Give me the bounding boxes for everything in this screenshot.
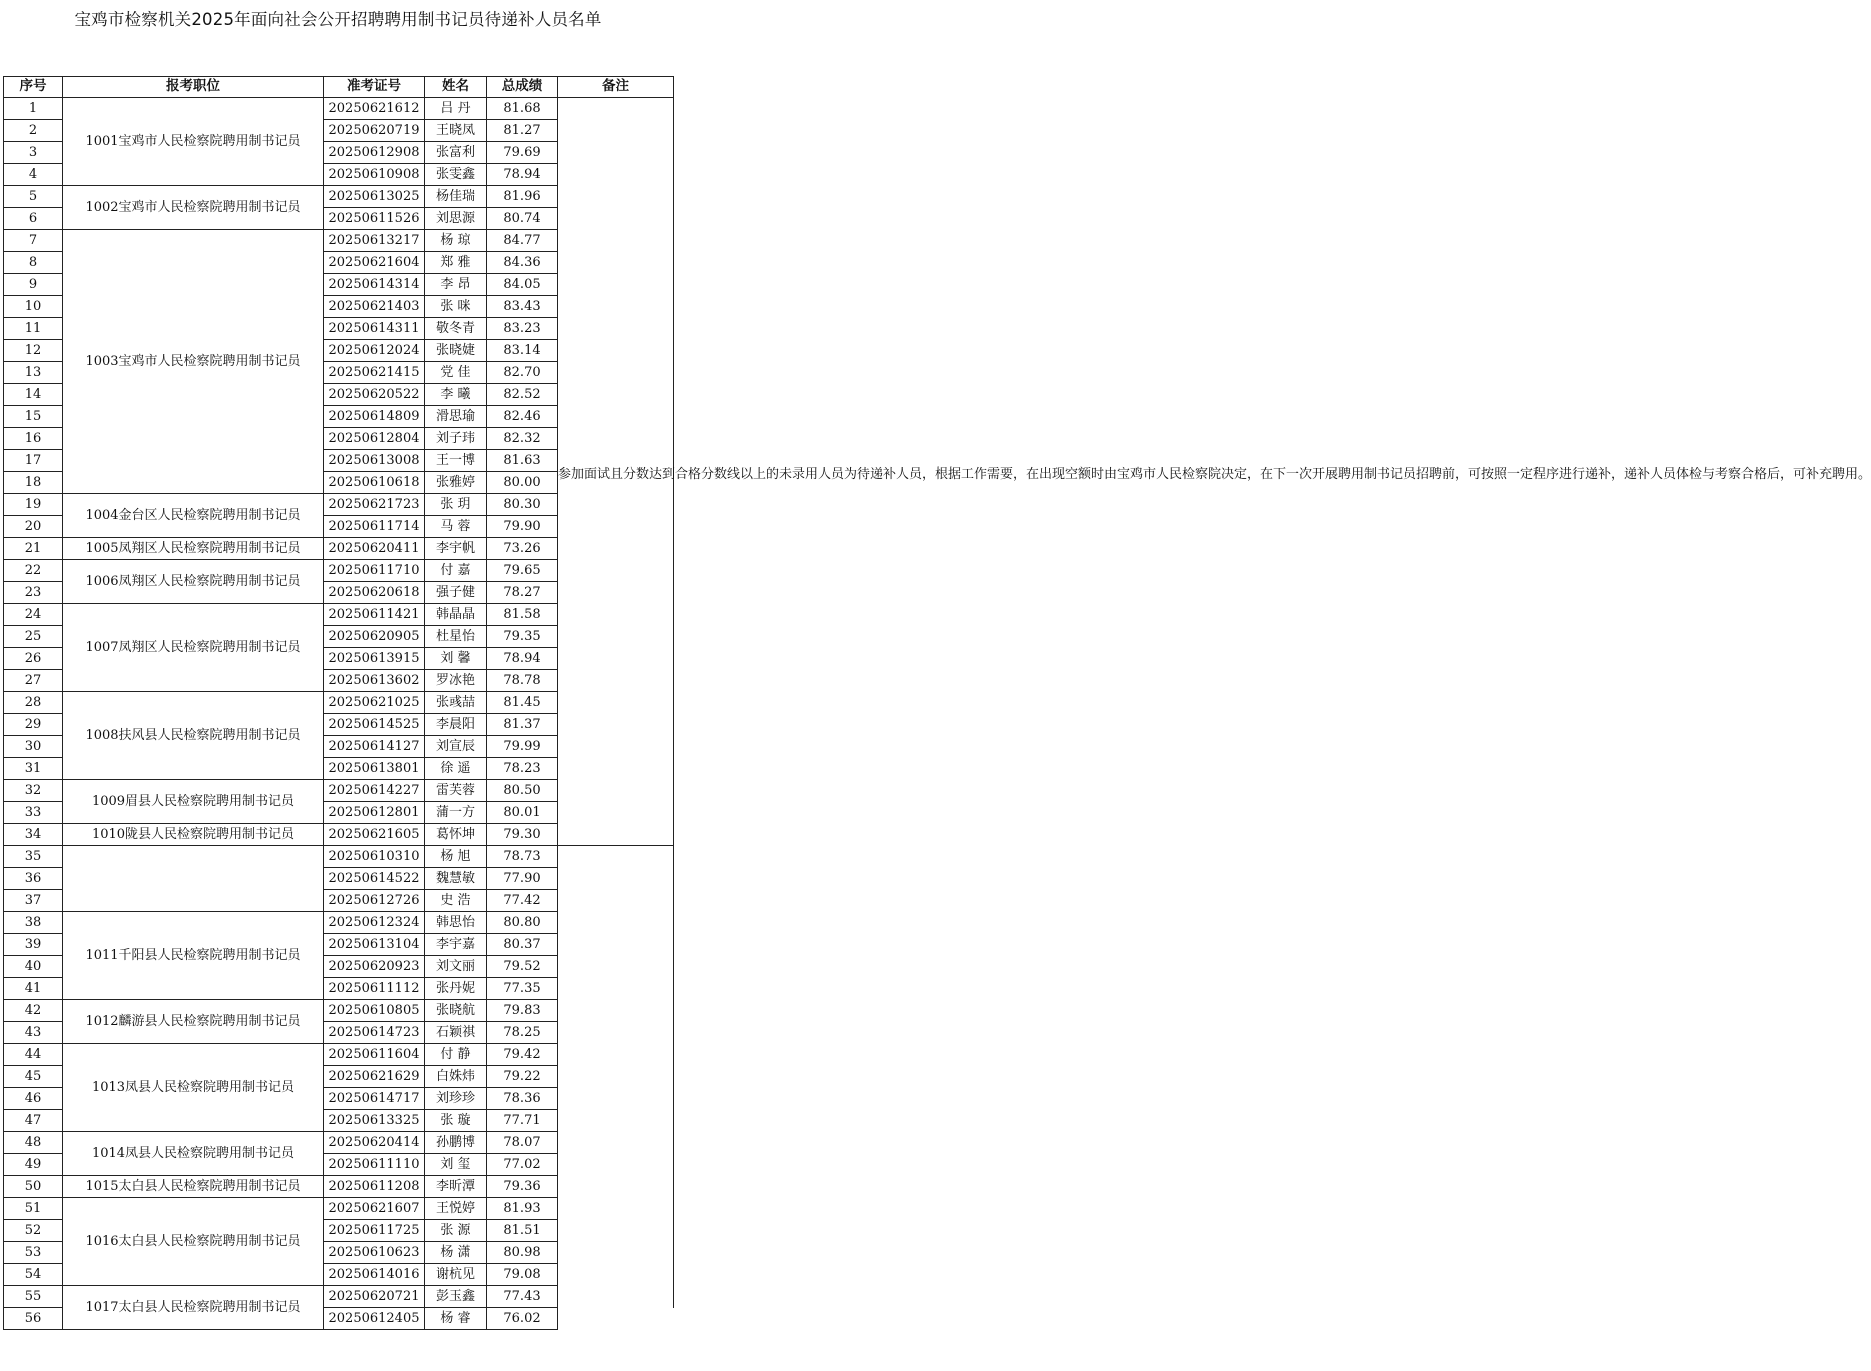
ticket-cell: 20250621612: [324, 98, 425, 120]
score-cell: 76.02: [487, 1308, 558, 1330]
position-cell: 1003宝鸡市人民检察院聘用制书记员: [63, 230, 324, 494]
score-cell: 79.30: [487, 824, 558, 846]
ticket-cell: 20250611710: [324, 560, 425, 582]
seq-cell: 54: [4, 1264, 63, 1286]
name-cell: 刘 馨: [425, 648, 487, 670]
score-cell: 80.01: [487, 802, 558, 824]
name-cell: 韩思怡: [425, 912, 487, 934]
seq-cell: 1: [4, 98, 63, 120]
seq-cell: 17: [4, 450, 63, 472]
name-cell: 李 昂: [425, 274, 487, 296]
seq-cell: 36: [4, 868, 63, 890]
name-cell: 张彧喆: [425, 692, 487, 714]
ticket-cell: 20250612726: [324, 890, 425, 912]
score-cell: 73.26: [487, 538, 558, 560]
ticket-cell: 20250620719: [324, 120, 425, 142]
col-header-remark: 备注: [558, 77, 674, 98]
remark-text: 参加面试且分数达到合格分数线以上的未录用人员为待递补人员，根据工作需要，在出现空额时由宝鸡市人民检察院决定，在下一次开展聘用制书记员招聘前，可按照一定程序进行递补，递补人员体检与考察合格后，可补充聘用。: [558, 467, 1871, 482]
score-cell: 80.98: [487, 1242, 558, 1264]
seq-cell: 29: [4, 714, 63, 736]
table-row: [4, 1132, 674, 1154]
seq-cell: 52: [4, 1220, 63, 1242]
ticket-cell: 20250613915: [324, 648, 425, 670]
table-row: [4, 1000, 674, 1022]
seq-cell: 19: [4, 494, 63, 516]
name-cell: 杜星怡: [425, 626, 487, 648]
name-cell: 孙鹏博: [425, 1132, 487, 1154]
name-cell: 王一博: [425, 450, 487, 472]
seq-cell: 33: [4, 802, 63, 824]
seq-cell: 15: [4, 406, 63, 428]
name-cell: 彭玉鑫: [425, 1286, 487, 1308]
score-cell: 79.52: [487, 956, 558, 978]
score-cell: 81.58: [487, 604, 558, 626]
ticket-cell: 20250613025: [324, 186, 425, 208]
name-cell: 史 浩: [425, 890, 487, 912]
ticket-cell: 20250620411: [324, 538, 425, 560]
name-cell: 葛怀坤: [425, 824, 487, 846]
score-cell: 82.46: [487, 406, 558, 428]
ticket-cell: 20250613602: [324, 670, 425, 692]
name-cell: 谢杭见: [425, 1264, 487, 1286]
ticket-cell: 20250621025: [324, 692, 425, 714]
ticket-cell: 20250610805: [324, 1000, 425, 1022]
name-cell: 李晨阳: [425, 714, 487, 736]
ticket-cell: 20250611208: [324, 1176, 425, 1198]
table-row: [4, 912, 674, 934]
ticket-cell: 20250621604: [324, 252, 425, 274]
table-row: [4, 846, 674, 868]
score-cell: 81.45: [487, 692, 558, 714]
name-cell: 杨佳瑞: [425, 186, 487, 208]
name-cell: 雷芙蓉: [425, 780, 487, 802]
col-header-name: 姓名: [425, 77, 487, 98]
name-cell: 付 嘉: [425, 560, 487, 582]
table-row: [4, 1286, 674, 1308]
name-cell: 刘 玺: [425, 1154, 487, 1176]
table-header-row: [4, 77, 674, 98]
ticket-cell: 20250614809: [324, 406, 425, 428]
seq-cell: 16: [4, 428, 63, 450]
seq-cell: 12: [4, 340, 63, 362]
ticket-cell: 20250621605: [324, 824, 425, 846]
seq-cell: 6: [4, 208, 63, 230]
seq-cell: 47: [4, 1110, 63, 1132]
score-cell: 82.70: [487, 362, 558, 384]
position-cell: 1008扶风县人民检察院聘用制书记员: [63, 692, 324, 780]
name-cell: 张丹妮: [425, 978, 487, 1000]
ticket-cell: 20250613217: [324, 230, 425, 252]
seq-cell: 49: [4, 1154, 63, 1176]
name-cell: 张雯鑫: [425, 164, 487, 186]
ticket-cell: 20250614127: [324, 736, 425, 758]
ticket-cell: 20250612801: [324, 802, 425, 824]
ticket-cell: 20250621723: [324, 494, 425, 516]
table-body: [4, 98, 1871, 1330]
ticket-cell: 20250610623: [324, 1242, 425, 1264]
name-cell: 刘宣辰: [425, 736, 487, 758]
name-cell: 杨 琼: [425, 230, 487, 252]
ticket-cell: 20250613325: [324, 1110, 425, 1132]
seq-cell: 56: [4, 1308, 63, 1330]
name-cell: 张 咪: [425, 296, 487, 318]
ticket-cell: 20250611110: [324, 1154, 425, 1176]
score-cell: 78.94: [487, 648, 558, 670]
seq-cell: 24: [4, 604, 63, 626]
position-cell: 1005凤翔区人民检察院聘用制书记员: [63, 538, 324, 560]
seq-cell: 9: [4, 274, 63, 296]
ticket-cell: 20250613104: [324, 934, 425, 956]
seq-cell: 4: [4, 164, 63, 186]
score-cell: 79.35: [487, 626, 558, 648]
seq-cell: 21: [4, 538, 63, 560]
ticket-cell: 20250613008: [324, 450, 425, 472]
ticket-cell: 20250620721: [324, 1286, 425, 1308]
name-cell: 张晓航: [425, 1000, 487, 1022]
name-cell: 李宇帆: [425, 538, 487, 560]
position-cell: 1013凤县人民检察院聘用制书记员: [63, 1044, 324, 1132]
ticket-cell: 20250611725: [324, 1220, 425, 1242]
col-header-score: 总成绩: [487, 77, 558, 98]
seq-cell: 18: [4, 472, 63, 494]
score-cell: 81.68: [487, 98, 558, 120]
col-header-ticket: 准考证号: [324, 77, 425, 98]
remark-cell: [558, 98, 1871, 846]
seq-cell: 5: [4, 186, 63, 208]
ticket-cell: 20250614717: [324, 1088, 425, 1110]
name-cell: 李 曦: [425, 384, 487, 406]
score-cell: 84.77: [487, 230, 558, 252]
name-cell: 杨 旭: [425, 846, 487, 868]
seq-cell: 7: [4, 230, 63, 252]
name-cell: 韩晶晶: [425, 604, 487, 626]
seq-cell: 3: [4, 142, 63, 164]
seq-cell: 53: [4, 1242, 63, 1264]
candidate-table: [3, 76, 1871, 1330]
score-cell: 78.23: [487, 758, 558, 780]
seq-cell: 39: [4, 934, 63, 956]
name-cell: 罗冰艳: [425, 670, 487, 692]
ticket-cell: 20250612024: [324, 340, 425, 362]
ticket-cell: 20250614016: [324, 1264, 425, 1286]
score-cell: 81.27: [487, 120, 558, 142]
name-cell: 杨 潇: [425, 1242, 487, 1264]
name-cell: 张 玥: [425, 494, 487, 516]
position-cell: [63, 846, 324, 912]
ticket-cell: 20250612908: [324, 142, 425, 164]
ticket-cell: 20250612324: [324, 912, 425, 934]
score-cell: 77.90: [487, 868, 558, 890]
name-cell: 白姝炜: [425, 1066, 487, 1088]
seq-cell: 8: [4, 252, 63, 274]
position-cell: 1007凤翔区人民检察院聘用制书记员: [63, 604, 324, 692]
score-cell: 80.37: [487, 934, 558, 956]
seq-cell: 13: [4, 362, 63, 384]
score-cell: 81.51: [487, 1220, 558, 1242]
position-cell: 1012麟游县人民检察院聘用制书记员: [63, 1000, 324, 1044]
name-cell: 刘思源: [425, 208, 487, 230]
ticket-cell: 20250611112: [324, 978, 425, 1000]
seq-cell: 31: [4, 758, 63, 780]
position-cell: 1006凤翔区人民检察院聘用制书记员: [63, 560, 324, 604]
score-cell: 83.43: [487, 296, 558, 318]
ticket-cell: 20250620905: [324, 626, 425, 648]
name-cell: 敬冬青: [425, 318, 487, 340]
name-cell: 郑 雅: [425, 252, 487, 274]
ticket-cell: 20250620522: [324, 384, 425, 406]
ticket-cell: 20250614723: [324, 1022, 425, 1044]
ticket-cell: 20250611421: [324, 604, 425, 626]
seq-cell: 27: [4, 670, 63, 692]
ticket-cell: 20250610310: [324, 846, 425, 868]
col-header-position: 报考职位: [63, 77, 324, 98]
score-cell: 79.36: [487, 1176, 558, 1198]
seq-cell: 37: [4, 890, 63, 912]
ticket-cell: 20250620414: [324, 1132, 425, 1154]
seq-cell: 2: [4, 120, 63, 142]
name-cell: 李宇嘉: [425, 934, 487, 956]
seq-cell: 32: [4, 780, 63, 802]
name-cell: 马 蓉: [425, 516, 487, 538]
ticket-cell: 20250611604: [324, 1044, 425, 1066]
name-cell: 魏慧敏: [425, 868, 487, 890]
score-cell: 80.80: [487, 912, 558, 934]
score-cell: 79.90: [487, 516, 558, 538]
ticket-cell: 20250611526: [324, 208, 425, 230]
score-cell: 77.43: [487, 1286, 558, 1308]
ticket-cell: 20250610618: [324, 472, 425, 494]
ticket-cell: 20250612804: [324, 428, 425, 450]
seq-cell: 45: [4, 1066, 63, 1088]
name-cell: 张雅婷: [425, 472, 487, 494]
position-cell: 1002宝鸡市人民检察院聘用制书记员: [63, 186, 324, 230]
position-cell: 1011千阳县人民检察院聘用制书记员: [63, 912, 324, 1000]
score-cell: 81.93: [487, 1198, 558, 1220]
table-row: [4, 1176, 674, 1198]
score-cell: 77.42: [487, 890, 558, 912]
name-cell: 张晓婕: [425, 340, 487, 362]
name-cell: 刘子玮: [425, 428, 487, 450]
seq-cell: 26: [4, 648, 63, 670]
ticket-cell: 20250614314: [324, 274, 425, 296]
name-cell: 蒲一方: [425, 802, 487, 824]
position-cell: 1010陇县人民检察院聘用制书记员: [63, 824, 324, 846]
table-row: [4, 1044, 674, 1066]
ticket-cell: 20250621415: [324, 362, 425, 384]
ticket-cell: 20250614311: [324, 318, 425, 340]
score-cell: 82.52: [487, 384, 558, 406]
score-cell: 79.65: [487, 560, 558, 582]
name-cell: 张富利: [425, 142, 487, 164]
seq-cell: 14: [4, 384, 63, 406]
seq-cell: 22: [4, 560, 63, 582]
position-cell: 1016太白县人民检察院聘用制书记员: [63, 1198, 324, 1286]
score-cell: 81.96: [487, 186, 558, 208]
score-cell: 82.32: [487, 428, 558, 450]
score-cell: 80.30: [487, 494, 558, 516]
seq-cell: 28: [4, 692, 63, 714]
position-cell: 1014凤县人民检察院聘用制书记员: [63, 1132, 324, 1176]
name-cell: 刘文丽: [425, 956, 487, 978]
ticket-cell: 20250612405: [324, 1308, 425, 1330]
seq-cell: 40: [4, 956, 63, 978]
name-cell: 李昕潭: [425, 1176, 487, 1198]
seq-cell: 11: [4, 318, 63, 340]
ticket-cell: 20250621607: [324, 1198, 425, 1220]
score-cell: 80.00: [487, 472, 558, 494]
name-cell: 张 璇: [425, 1110, 487, 1132]
score-cell: 84.05: [487, 274, 558, 296]
score-cell: 84.36: [487, 252, 558, 274]
seq-cell: 48: [4, 1132, 63, 1154]
seq-cell: 35: [4, 846, 63, 868]
seq-cell: 23: [4, 582, 63, 604]
seq-cell: 38: [4, 912, 63, 934]
name-cell: 王晓凤: [425, 120, 487, 142]
score-cell: 79.22: [487, 1066, 558, 1088]
name-cell: 滑思瑜: [425, 406, 487, 428]
name-cell: 付 静: [425, 1044, 487, 1066]
ticket-cell: 20250621403: [324, 296, 425, 318]
seq-cell: 41: [4, 978, 63, 1000]
seq-cell: 20: [4, 516, 63, 538]
seq-cell: 34: [4, 824, 63, 846]
score-cell: 78.25: [487, 1022, 558, 1044]
table-row: [4, 1198, 674, 1220]
score-cell: 80.50: [487, 780, 558, 802]
document-title: 宝鸡市检察机关2025年面向社会公开招聘聘用制书记员待递补人员名单: [74, 10, 602, 29]
score-cell: 78.07: [487, 1132, 558, 1154]
ticket-cell: 20250620618: [324, 582, 425, 604]
seq-cell: 44: [4, 1044, 63, 1066]
score-cell: 79.69: [487, 142, 558, 164]
seq-cell: 10: [4, 296, 63, 318]
ticket-cell: 20250613801: [324, 758, 425, 780]
ticket-cell: 20250614227: [324, 780, 425, 802]
name-cell: 王悦婷: [425, 1198, 487, 1220]
ticket-cell: 20250611714: [324, 516, 425, 538]
name-cell: 张 源: [425, 1220, 487, 1242]
score-cell: 83.23: [487, 318, 558, 340]
score-cell: 83.14: [487, 340, 558, 362]
seq-cell: 55: [4, 1286, 63, 1308]
seq-cell: 43: [4, 1022, 63, 1044]
table-row: [4, 98, 674, 120]
name-cell: 徐 遥: [425, 758, 487, 780]
position-cell: 1009眉县人民检察院聘用制书记员: [63, 780, 324, 824]
seq-cell: 25: [4, 626, 63, 648]
score-cell: 78.78: [487, 670, 558, 692]
name-cell: 刘珍珍: [425, 1088, 487, 1110]
position-cell: 1001宝鸡市人民检察院聘用制书记员: [63, 98, 324, 186]
ticket-cell: 20250620923: [324, 956, 425, 978]
ticket-cell: 20250614522: [324, 868, 425, 890]
position-cell: 1017太白县人民检察院聘用制书记员: [63, 1286, 324, 1330]
name-cell: 石颖祺: [425, 1022, 487, 1044]
seq-cell: 42: [4, 1000, 63, 1022]
seq-cell: 30: [4, 736, 63, 758]
seq-cell: 50: [4, 1176, 63, 1198]
ticket-cell: 20250614525: [324, 714, 425, 736]
name-cell: 杨 睿: [425, 1308, 487, 1330]
score-cell: 80.74: [487, 208, 558, 230]
score-cell: 79.08: [487, 1264, 558, 1286]
score-cell: 79.99: [487, 736, 558, 758]
score-cell: 81.63: [487, 450, 558, 472]
score-cell: 79.42: [487, 1044, 558, 1066]
seq-cell: 46: [4, 1088, 63, 1110]
score-cell: 78.36: [487, 1088, 558, 1110]
score-cell: 79.83: [487, 1000, 558, 1022]
ticket-cell: 20250610908: [324, 164, 425, 186]
ticket-cell: 20250621629: [324, 1066, 425, 1088]
position-cell: 1015太白县人民检察院聘用制书记员: [63, 1176, 324, 1198]
score-cell: 81.37: [487, 714, 558, 736]
score-cell: 78.27: [487, 582, 558, 604]
score-cell: 78.73: [487, 846, 558, 868]
position-cell: 1004金台区人民检察院聘用制书记员: [63, 494, 324, 538]
score-cell: 77.71: [487, 1110, 558, 1132]
score-cell: 78.94: [487, 164, 558, 186]
name-cell: 吕 丹: [425, 98, 487, 120]
score-cell: 77.02: [487, 1154, 558, 1176]
name-cell: 党 佳: [425, 362, 487, 384]
score-cell: 77.35: [487, 978, 558, 1000]
name-cell: 强子健: [425, 582, 487, 604]
seq-cell: 51: [4, 1198, 63, 1220]
col-header-seq: 序号: [4, 77, 63, 98]
